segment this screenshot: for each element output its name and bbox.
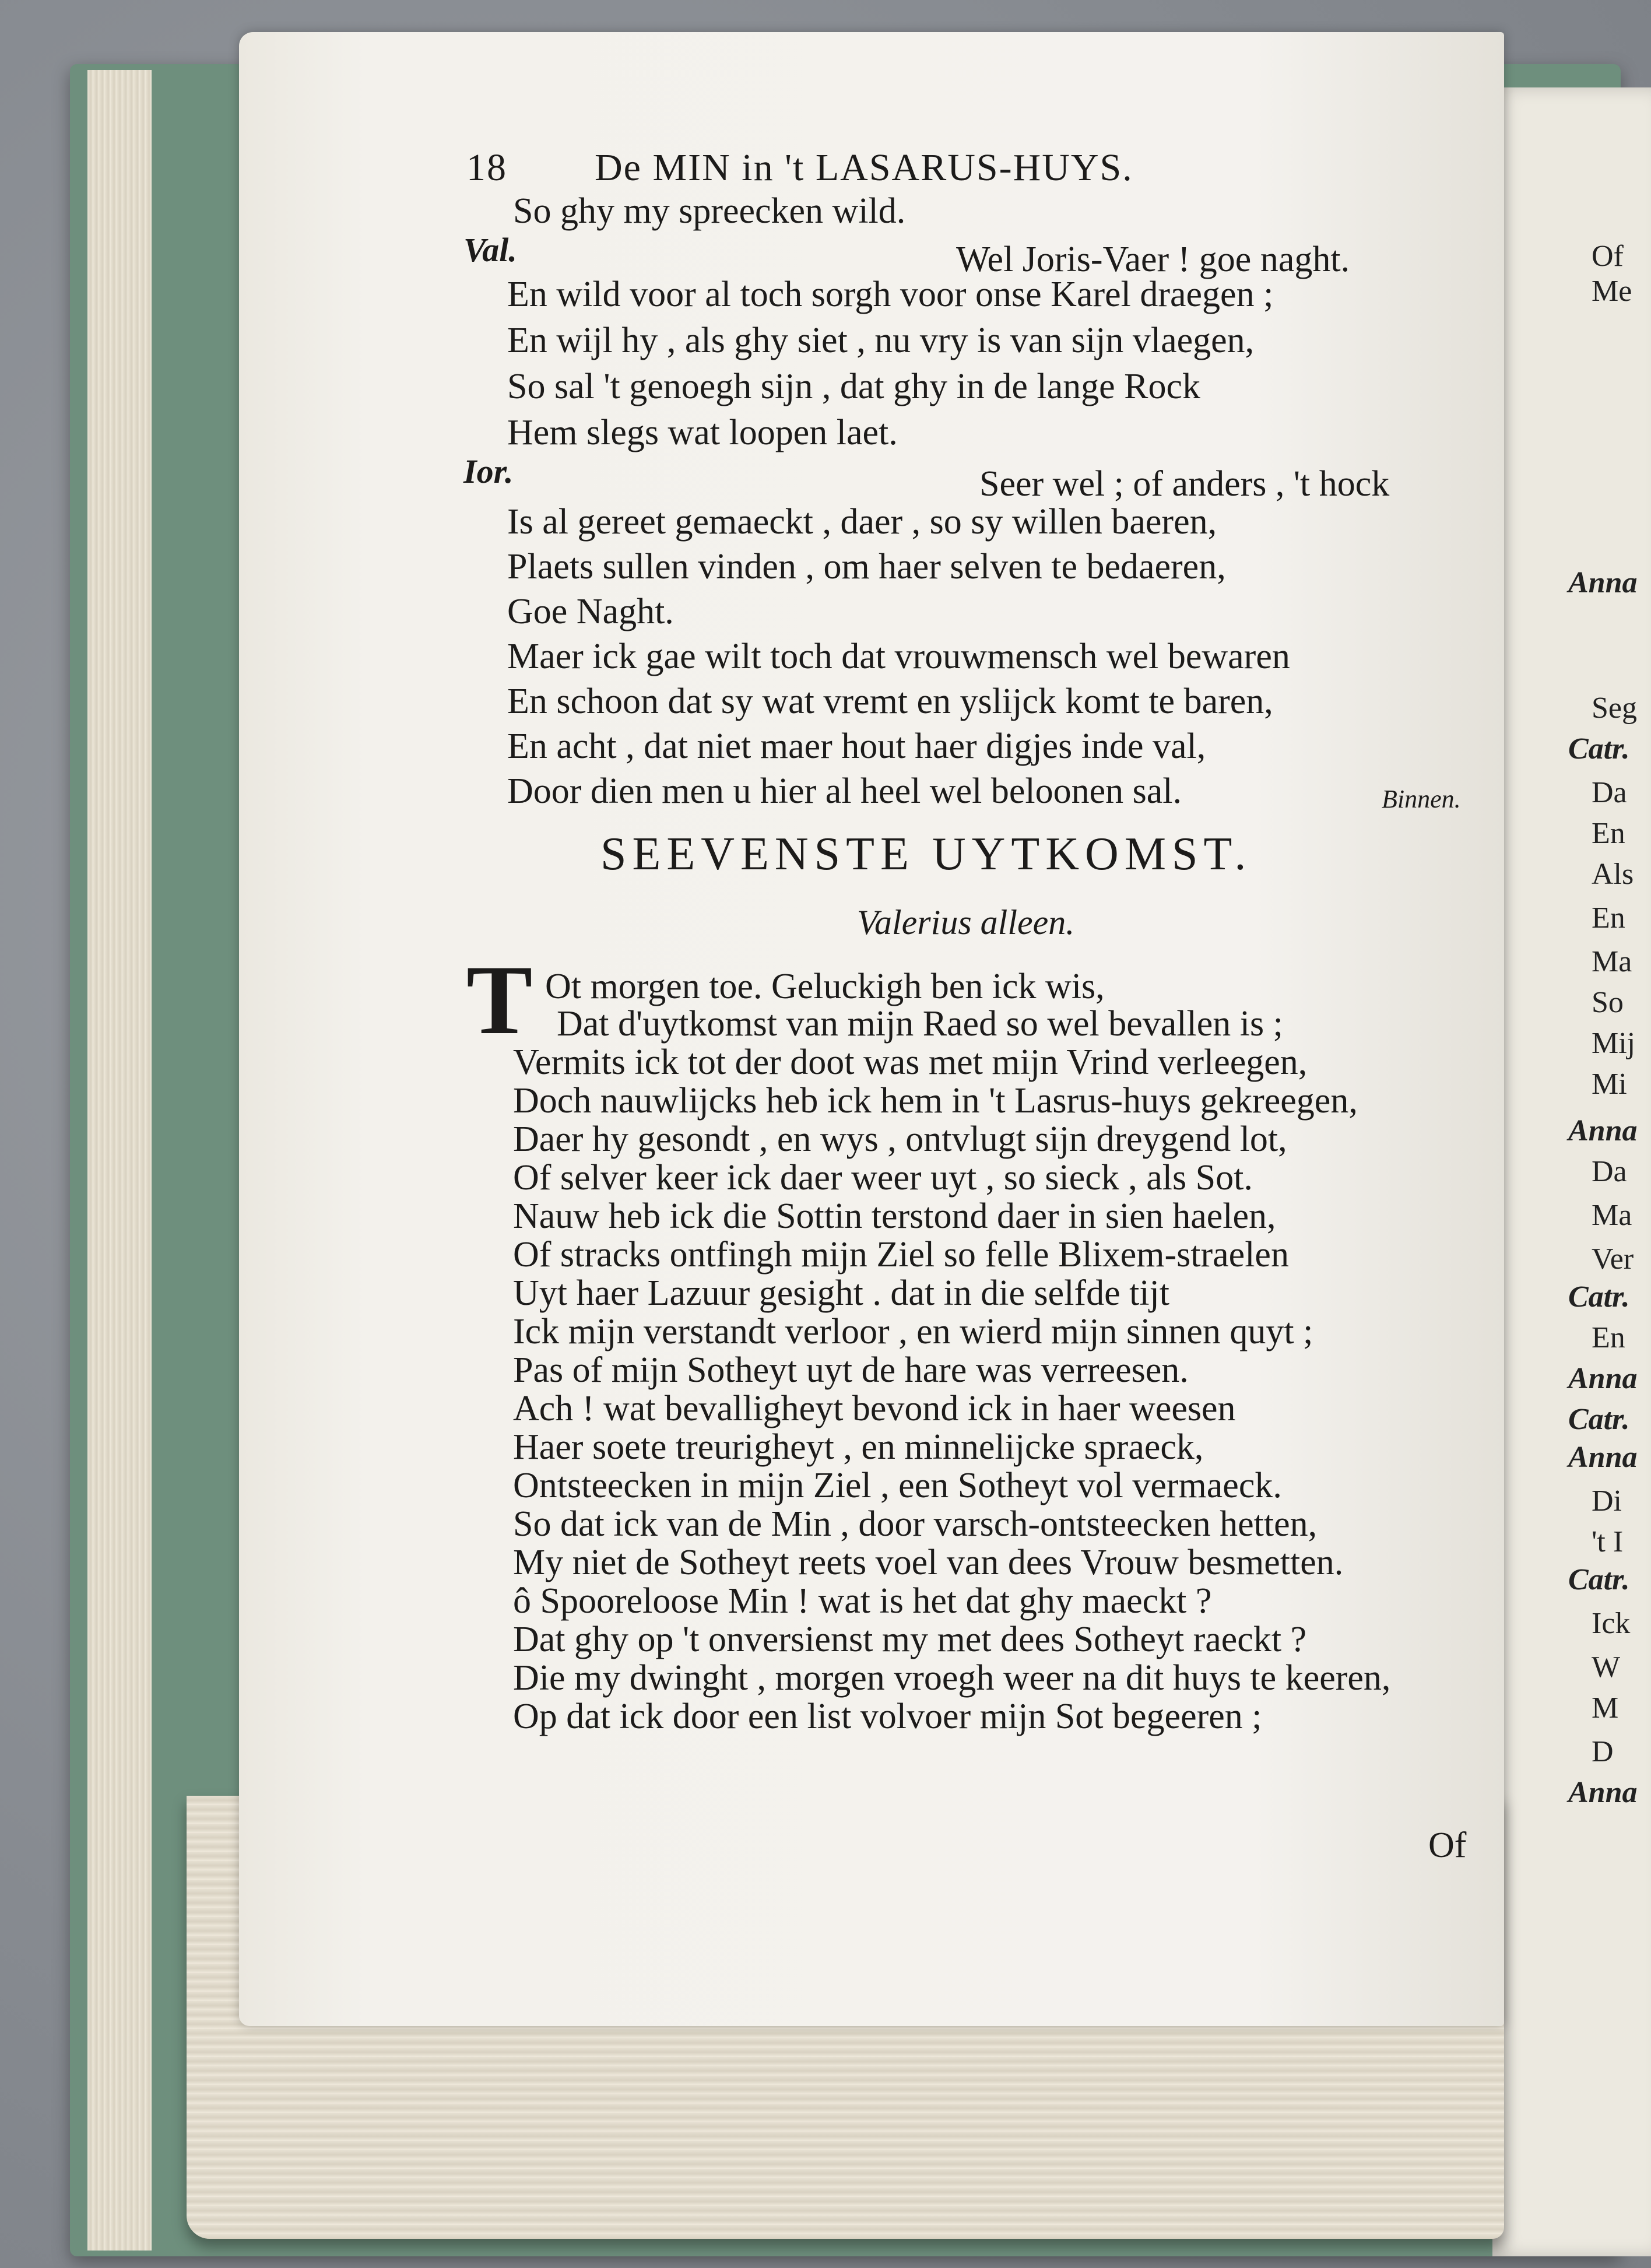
verse-line: En schoon dat sy wat vremt en yslijck komt te baren, — [507, 682, 1273, 721]
running-title: De MIN in 't LASARUS-HUYS. — [595, 146, 1133, 189]
facing-page-fragment: Catr. — [1568, 1280, 1630, 1314]
page-number: 18 — [466, 146, 507, 189]
verse-line: Daer hy gesondt , en wys , ontvlugt sijn dreygend lot, — [513, 1119, 1287, 1159]
verse-line: Haer soete treurigheyt , en minnelijcke spraeck, — [513, 1427, 1204, 1467]
facing-page-fragment: En — [1592, 817, 1625, 850]
verse-line: En wild voor al toch sorgh voor onse Karel draegen ; — [507, 275, 1274, 314]
verse-line: Ick mijn verstandt verloor , en wierd mijn sinnen quyt ; — [513, 1312, 1313, 1351]
scene-subtitle: Valerius alleen. — [857, 903, 1075, 942]
verse-line: Wel Joris-Vaer ! goe naght. — [956, 240, 1350, 279]
facing-page-fragment: Da — [1592, 776, 1627, 809]
facing-page-fragment: Anna — [1568, 1362, 1638, 1395]
facing-page-fragment: Da — [1592, 1155, 1627, 1188]
page-edges-left — [87, 70, 152, 2251]
verse-line: Doch nauwlijcks heb ick hem in 't Lasrus-huys gekreegen, — [513, 1081, 1358, 1121]
facing-page-fragment: Anna — [1568, 566, 1638, 599]
facing-page-fragment: Catr. — [1568, 1403, 1630, 1436]
verse-line: Plaets sullen vinden , om haer selven te bedaeren, — [507, 547, 1226, 587]
verse-line: Is al gereet gemaeckt , daer , so sy willen baeren, — [507, 502, 1217, 542]
verse-line: Door dien men u hier al heel wel beloonen sal. — [507, 771, 1182, 811]
facing-page-fragment: Ick — [1592, 1607, 1631, 1640]
verse-line: Nauw heb ick die Sottin terstond daer in sien haelen, — [513, 1196, 1276, 1236]
verse-line: Ach ! wat bevalligheyt bevond ick in haer weesen — [513, 1389, 1236, 1428]
verse-line: So sal 't genoegh sijn , dat ghy in de lange Rock — [507, 367, 1200, 406]
facing-page — [1492, 87, 1651, 2256]
facing-page-fragment: Mi — [1592, 1068, 1627, 1101]
facing-page-fragment: Me — [1592, 275, 1632, 308]
verse-line: Vermits ick tot der doot was met mijn Vrind verleegen, — [513, 1042, 1308, 1082]
facing-page-fragment: En — [1592, 1321, 1625, 1354]
facing-page-fragment: 't I — [1592, 1525, 1624, 1558]
verse-line: Of stracks ontfingh mijn Ziel so felle Blixem-straelen — [513, 1235, 1289, 1275]
facing-page-fragment: Als — [1592, 858, 1634, 891]
facing-page-fragment: En — [1592, 901, 1625, 935]
scene-heading: SEEVENSTE UYTKOMST. — [600, 828, 1252, 880]
facing-page-fragment: Seg — [1592, 691, 1637, 725]
verse-line: Die my dwinght , morgen vroegh weer na dit huys te keeren, — [513, 1658, 1391, 1698]
verse-line: My niet de Sotheyt reets voel van dees Vrouw besmetten. — [513, 1543, 1344, 1582]
facing-page-fragment: Di — [1592, 1484, 1622, 1518]
verse-line: Pas of mijn Sotheyt uyt de hare was verreesen. — [513, 1350, 1189, 1390]
verse-line: Goe Naght. — [507, 592, 674, 631]
verse-line: So ghy my spreecken wild. — [513, 191, 906, 231]
verse-line: Ontsteecken in mijn Ziel , een Sotheyt vol vermaeck. — [513, 1466, 1282, 1505]
facing-page-fragment: W — [1592, 1651, 1621, 1684]
facing-page-fragment: So — [1592, 986, 1624, 1019]
verse-line: Ot morgen toe. Geluckigh ben ick wis, — [545, 967, 1105, 1006]
verse-line: Hem slegs wat loopen laet. — [507, 413, 898, 452]
stage-direction: Binnen. — [1382, 785, 1461, 813]
verse-line: Of selver keer ick daer weer uyt , so sieck , als Sot. — [513, 1158, 1253, 1198]
verse-line: En wijl hy , als ghy siet , nu vry is van sijn vlaegen, — [507, 321, 1255, 360]
verse-line: Uyt haer Lazuur gesight . dat in die selfde tijt — [513, 1273, 1169, 1313]
facing-page-fragment: Catr. — [1568, 1563, 1630, 1596]
facing-page-fragment: Ma — [1592, 1199, 1632, 1232]
facing-page-fragment: Anna — [1568, 1776, 1638, 1809]
facing-page-fragment: Ma — [1592, 945, 1632, 978]
speaker-label: Ior. — [463, 452, 514, 490]
verse-line: Seer wel ; of anders , 't hock — [979, 464, 1390, 504]
verse-line: Op dat ick door een list volvoer mijn Sot begeeren ; — [513, 1697, 1262, 1736]
facing-page-fragment: Anna — [1568, 1114, 1638, 1147]
verse-line: Dat ghy op 't onversienst my met dees Sotheyt raeckt ? — [513, 1620, 1307, 1659]
facing-page-fragment: M — [1592, 1691, 1619, 1725]
verse-line: So dat ick van de Min , door varsch-ontsteecken hetten, — [513, 1504, 1318, 1544]
drop-cap: T — [466, 945, 533, 1055]
facing-page-fragment: Catr. — [1568, 732, 1630, 766]
verse-line: En acht , dat niet maer hout haer digjes inde val, — [507, 726, 1206, 766]
facing-page-fragment: Anna — [1568, 1441, 1638, 1474]
speaker-label: Val. — [463, 231, 517, 269]
catchword: Of — [1428, 1825, 1467, 1865]
facing-page-fragment: Of — [1592, 240, 1624, 273]
verse-line: ô Spooreloose Min ! wat is het dat ghy maeckt ? — [513, 1581, 1212, 1621]
verse-line: Maer ick gae wilt toch dat vrouwmensch wel bewaren — [507, 637, 1290, 676]
verse-line: Dat d'uytkomst van mijn Raed so wel bevallen is ; — [557, 1004, 1283, 1044]
facing-page-fragment: Mij — [1592, 1027, 1636, 1060]
facing-page-fragment: Ver — [1592, 1242, 1634, 1276]
facing-page-fragment: D — [1592, 1735, 1614, 1768]
